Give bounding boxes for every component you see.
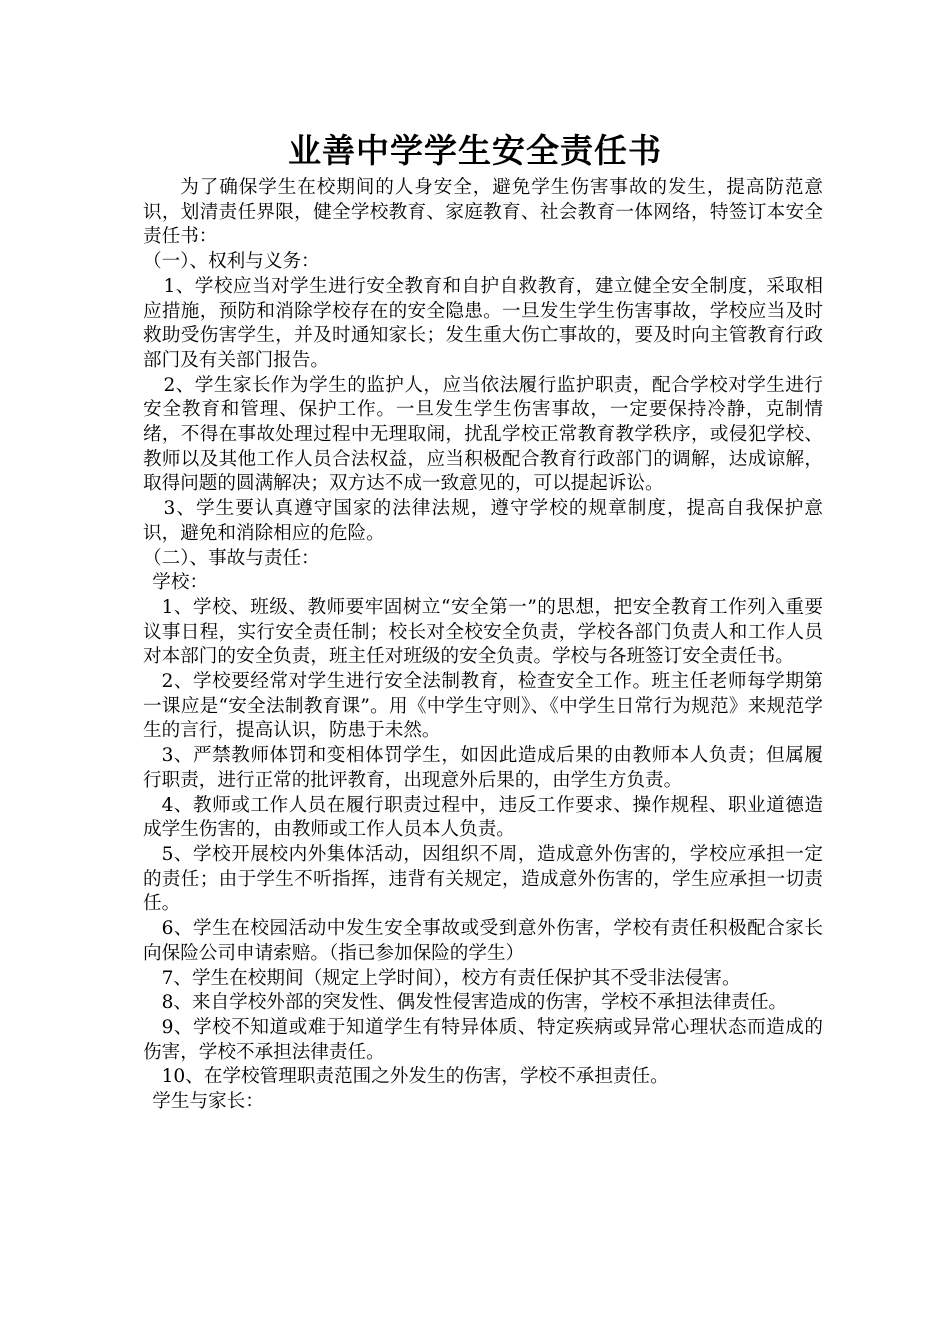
liability-item-2: 2、学校要经常对学生进行安全法制教育，检查安全工作。班主任老师每学期第一课应是“安全法制教育课”。用《中学生守则》、《中学生日常行为规范》来规范学生的言行，提高认识，防患于未然。 [143, 671, 823, 742]
section-heading-liability: （二）、事故与责任： [143, 547, 320, 569]
document-body [143, 176, 823, 1115]
liability-item-4: 4、教师或工作人员在履行职责过程中，违反工作要求、操作规程、职业道德造成学生伤害的，由教师或工作人员本人负责。 [143, 794, 823, 841]
school-label: 学校： [152, 572, 209, 594]
rights-item-2: 2、学生家长作为学生的监护人，应当依法履行监护职责，配合学校对学生进行安全教育和管理、保护工作。一旦发生学生伤害事故，一定要保持冷静，克制情绪，不得在事故处理过程中无理取闹，扰乱学校正常教育教学秩序，或侵犯学校、教师以及其他工作人员合法权益，应当积极配合教育行政部门的调解，达成谅解，取得问题的圆满解决；双方达不成一致意见的，可以提起诉讼。 [143, 374, 823, 495]
liability-item-6: 6、学生在校园活动中发生安全事故或受到意外伤害，学校有责任积极配合家长向保险公司申请索赔。（指已参加保险的学生） [143, 918, 823, 964]
rights-item-1: 1、学校应当对学生进行安全教育和自护自救教育，建立健全安全制度，采取相应措施，预防和消除学校存在的安全隐患。一旦发生学生伤害事故，学校应当及时救助受伤害学生，并及时通知家长；发生重大伤亡事故的，要及时向主管教育行政部门及有关部门报告。 [143, 275, 823, 371]
liability-item-10: 10、在学校管理职责范围之外发生的伤害，学校不承担责任。 [161, 1066, 669, 1088]
liability-item-5: 5、学校开展校内外集体活动，因组织不周，造成意外伤害的，学校应承担一定的责任；由于学生不听指挥，违背有关规定，造成意外伤害的，学生应承担一切责任。 [143, 843, 823, 915]
liability-item-7: 7、学生在校期间（规定上学时间），校方有责任保护其不受非法侵害。 [161, 967, 741, 989]
section-heading-rights: （一）、权利与义务： [143, 251, 320, 273]
liability-item-9: 9、学校不知道或难于知道学生有特异体质、特定疾病或异常心理状态而造成的伤害，学校不承担法律责任。 [143, 1016, 823, 1063]
intro-paragraph: 为了确保学生在校期间的人身安全，避免学生伤害事故的发生，提高防范意识，划清责任界限，健全学校教育、家庭教育、社会教育一体网络，特签订本安全责任书： [143, 177, 823, 248]
liability-item-3: 3、严禁教师体罚和变相体罚学生，如因此造成后果的由教师本人负责；但属履行职责，进行正常的批评教育，出现意外后果的，由学生方负责。 [143, 745, 823, 791]
liability-item-1: 1、学校、班级、教师要牢固树立“安全第一”的思想，把安全教育工作列入重要议事日程，实行安全责任制；校长对全校安全负责，学校各部门负责人和工作人员对本部门的安全负责，班主任对班级的安全负责。学校与各班签订安全责任书。 [143, 596, 823, 668]
document-title: 业善中学学生安全责任书 [288, 131, 662, 170]
parents-label: 学生与家长： [152, 1091, 264, 1113]
liability-item-8: 8、来自学校外部的突发性、偶发性侵害造成的伤害，学校不承担法律责任。 [161, 992, 788, 1014]
rights-item-3: 3、学生要认真遵守国家的法律法规，遵守学校的规章制度，提高自我保护意识，避免和消除相应的危险。 [143, 498, 823, 544]
